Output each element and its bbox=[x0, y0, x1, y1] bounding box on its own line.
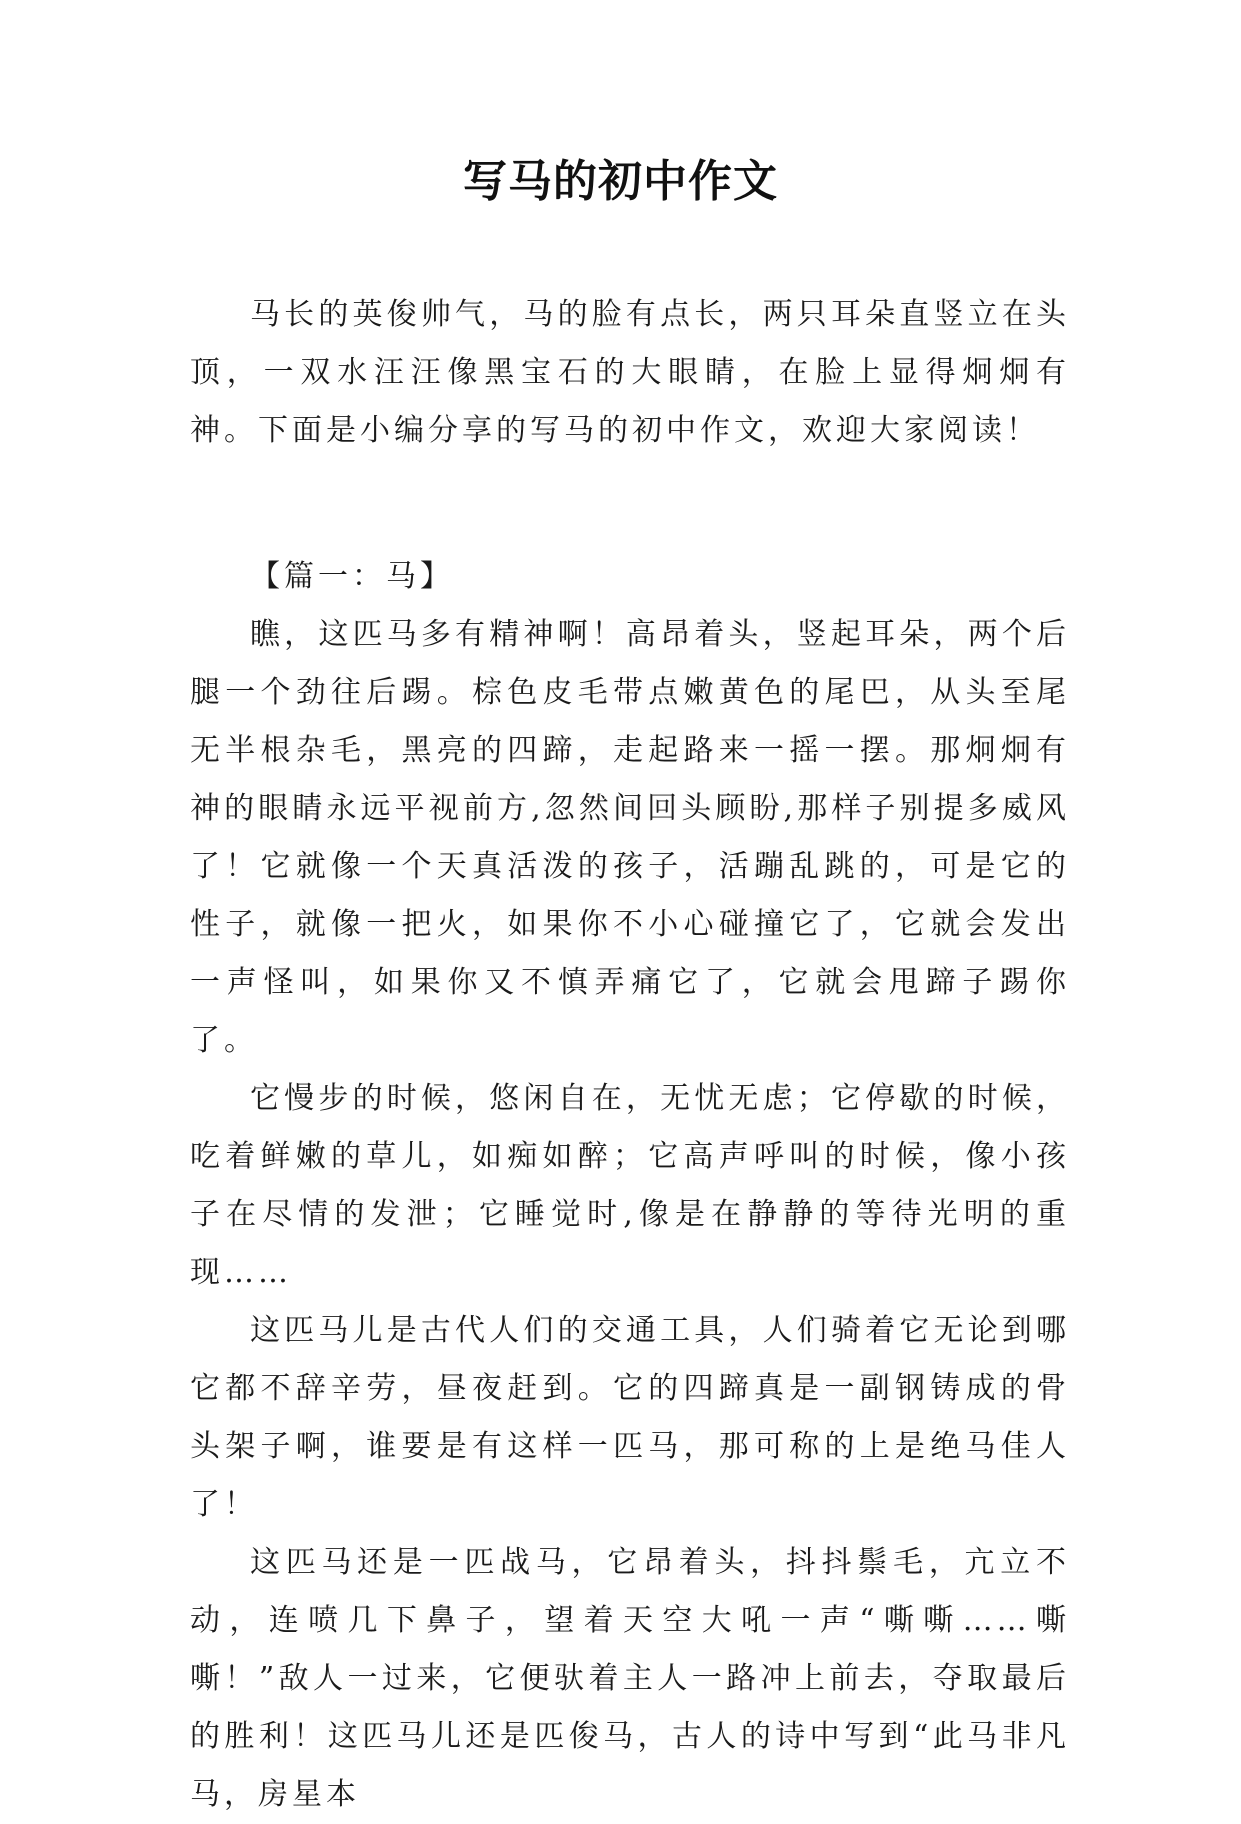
body-paragraph: 它慢步的时候，悠闲自在，无忧无虑；它停歇的时候，吃着鲜嫩的草儿，如痴如醉；它高声呼叫的时候，像小孩子在尽情的发泄；它睡觉时,像是在静静的等待光明的重现…… bbox=[190, 1081, 1070, 1290]
spacer bbox=[190, 460, 1070, 518]
body-paragraph: 这匹马儿是古代人们的交通工具，人们骑着它无论到哪它都不辞辛劳，昼夜赶到。它的四蹄真是一副钢铸成的骨头架子啊，谁要是有这样一匹马，那可称的上是绝马佳人了！ bbox=[190, 1313, 1070, 1522]
intro-paragraph: 马长的英俊帅气，马的脸有点长，两只耳朵直竖立在头顶，一双水汪汪像黑宝石的大眼睛，在脸上显得炯炯有神。下面是小编分享的写马的初中作文，欢迎大家阅读！ bbox=[190, 297, 1070, 448]
document-body bbox=[190, 286, 1070, 1824]
section-heading: 【篇一：马】 bbox=[250, 559, 454, 594]
body-paragraph: 瞧，这匹马多有精神啊！高昂着头，竖起耳朵，两个后腿一个劲往后踢。棕色皮毛带点嫩黄色的尾巴，从头至尾无半根杂毛，黑亮的四蹄，走起路来一摇一摆。那炯炯有神的眼睛永远平视前方,忽然间回头顾盼,那样子别提多威风了！它就像一个天真活泼的孩子，活蹦乱跳的，可是它的性子，就像一把火，如果你不小心碰撞它了，它就会发出一声怪叫，如果你又不慎弄痛它了，它就会甩蹄子踢你了。 bbox=[190, 617, 1070, 1058]
spacer bbox=[190, 518, 1070, 548]
document-title: 写马的初中作文 bbox=[463, 156, 778, 207]
body-paragraph: 这匹马还是一匹战马，它昂着头，抖抖鬃毛，亢立不动，连喷几下鼻子，望着天空大吼一声“嘶嘶……嘶嘶！”敌人一过来，它便驮着主人一路冲上前去，夺取最后的胜利！这匹马儿还是匹俊马，古人的诗中写到“此马非凡马，房星本 bbox=[190, 1545, 1070, 1812]
